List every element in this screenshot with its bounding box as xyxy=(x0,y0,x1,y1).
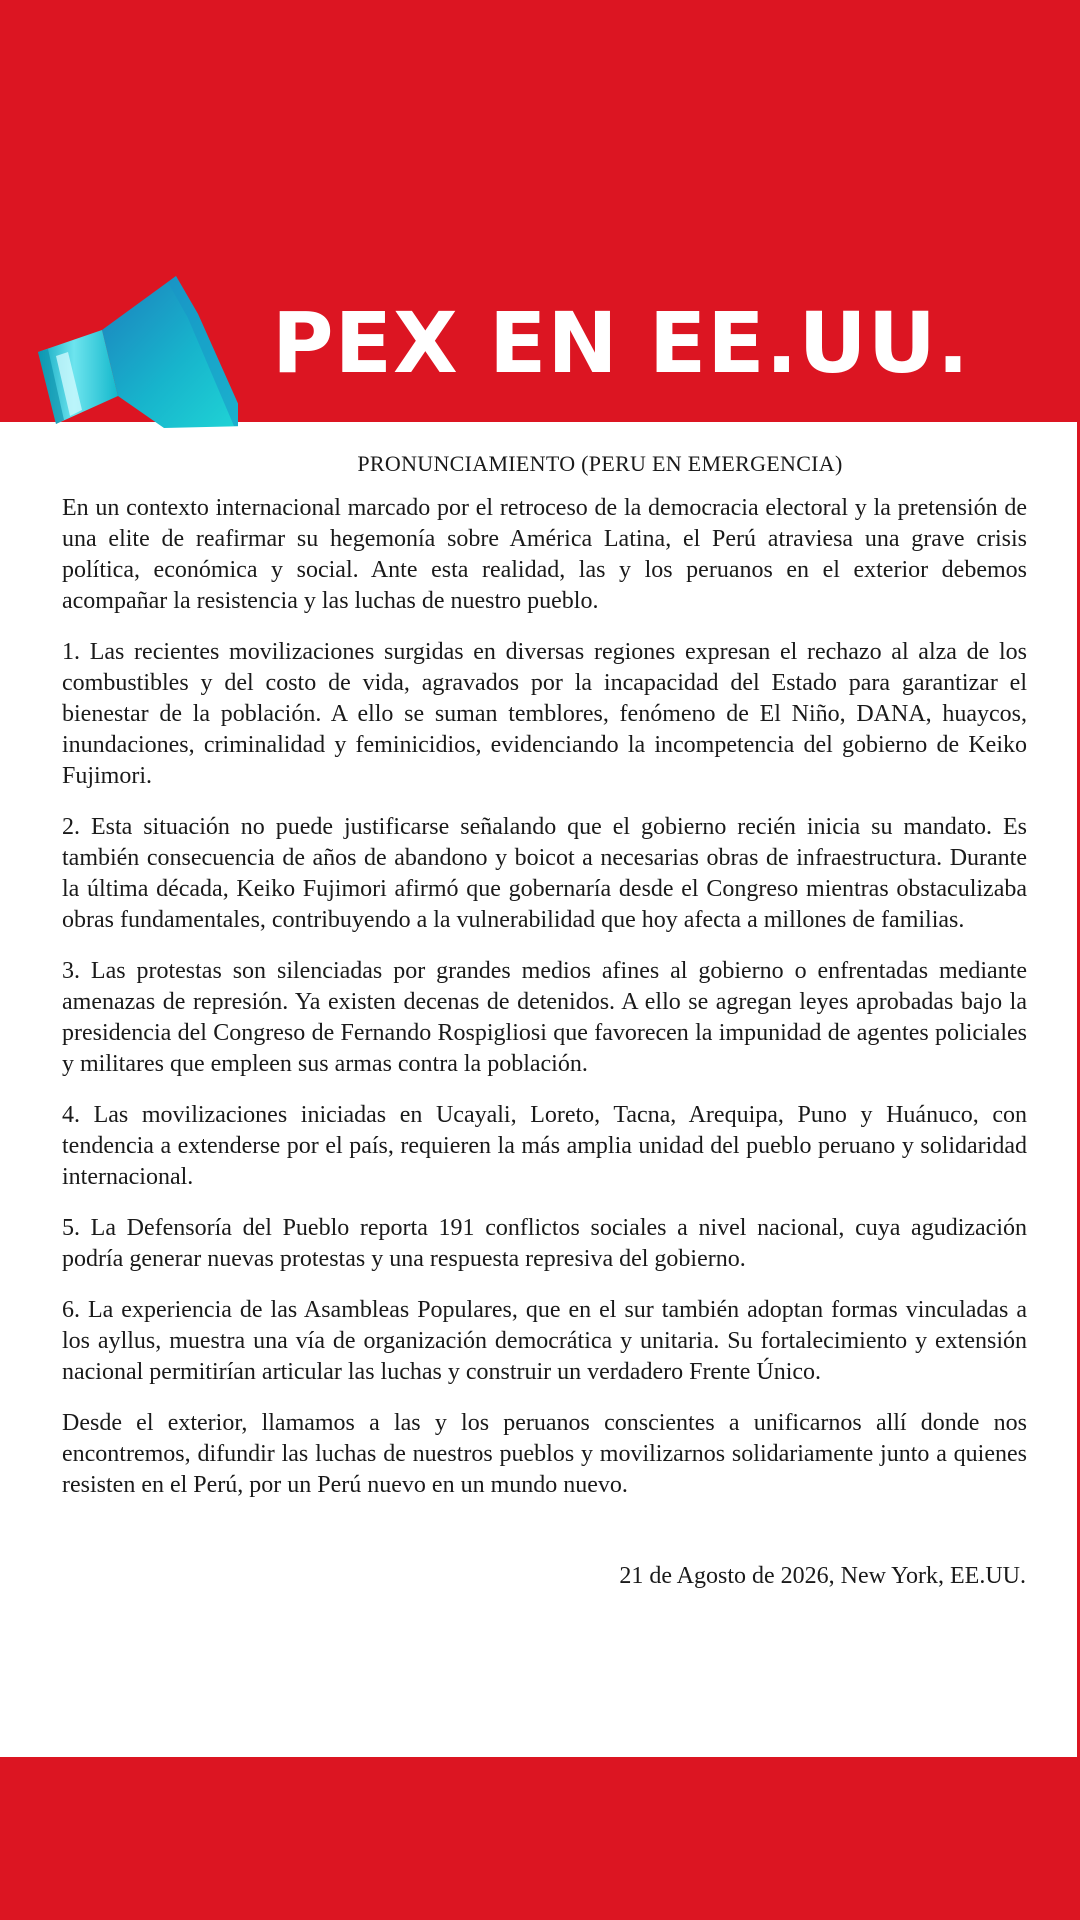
megaphone-icon xyxy=(38,270,238,470)
paragraph-4: 4. Las movilizaciones iniciadas en Ucayali, Loreto, Tacna, Arequipa, Puno y Huánuco, con tendencia a extenderse por el país, requieren la más amplia unidad del pueblo peruano y solidaridad internacional. xyxy=(62,1102,1027,1190)
paragraph-3: 3. Las protestas son silenciadas por grandes medios afines al gobierno o enfrentadas mediante amenazas de represión. Ya existen decenas de detenidos. A ello se agregan leyes aprobadas bajo la presidencia del Congreso de Fernando Rospigliosi que favorecen la impunidad de agentes policiales y militares que empleen sus armas contra la población. xyxy=(62,958,1027,1077)
document-body xyxy=(62,493,1027,1521)
paragraph-5: 5. La Defensoría del Pueblo reporta 191 conflictos sociales a nivel nacional, cuya agudización podría generar nuevas protestas y una respuesta represiva del gobierno. xyxy=(62,1215,1027,1272)
paragraph-closing: Desde el exterior, llamamos a las y los peruanos conscientes a unificarnos allí donde nos encontremos, difundir las luchas de nuestros pueblos y movilizarnos solidariamente junto a quienes resisten en el Perú, por un Perú nuevo en un mundo nuevo. xyxy=(62,1410,1027,1498)
page-title: PEX EN EE.UU. xyxy=(272,294,970,392)
document-heading-text: PRONUNCIAMIENTO (PERU EN EMERGENCIA) xyxy=(357,451,843,476)
paragraph-intro: En un contexto internacional marcado por el retroceso de la democracia electoral y la pretensión de una elite de reafirmar su hegemonía sobre América Latina, el Perú atraviesa una grave crisis política, económica y social. Ante esta realidad, las y los peruanos en el exterior debemos acompañar la resistencia y las luchas de nuestro pueblo. xyxy=(62,495,1027,614)
paragraph-6: 6. La experiencia de las Asambleas Populares, que en el sur también adoptan formas vinculadas a los ayllus, muestra una vía de organización democrática y unitaria. Su fortalecimiento y extensión nacional permitirían articular las luchas y construir un verdadero Frente Único. xyxy=(62,1297,1027,1385)
paragraph-2: 2. Esta situación no puede justificarse señalando que el gobierno recién inicia su mandato. Es también consecuencia de años de abandono y boicot a necesarias obras de infraestructura. Durante la última década, Keiko Fujimori afirmó que gobernaría desde el Congreso mientras obstaculizaba obras fundamentales, contribuyendo a la vulnerabilidad que hoy afecta a millones de familias. xyxy=(62,814,1027,933)
document-heading xyxy=(0,450,1080,478)
paragraph-1: 1. Las recientes movilizaciones surgidas en diversas regiones expresan el rechazo al alza de los combustibles y del costo de vida, agravados por la incapacidad del Estado para garantizar el bienestar de la población. A ello se suman temblores, fenómeno de El Niño, DANA, huaycos, inundaciones, criminalidad y feminicidios, evidenciando la incompetencia del gobierno de Keiko Fujimori. xyxy=(62,639,1027,789)
signature-date-place: 21 de Agosto de 2026, New York, EE.UU. xyxy=(619,1563,1026,1589)
footer-band xyxy=(0,1757,1080,1920)
